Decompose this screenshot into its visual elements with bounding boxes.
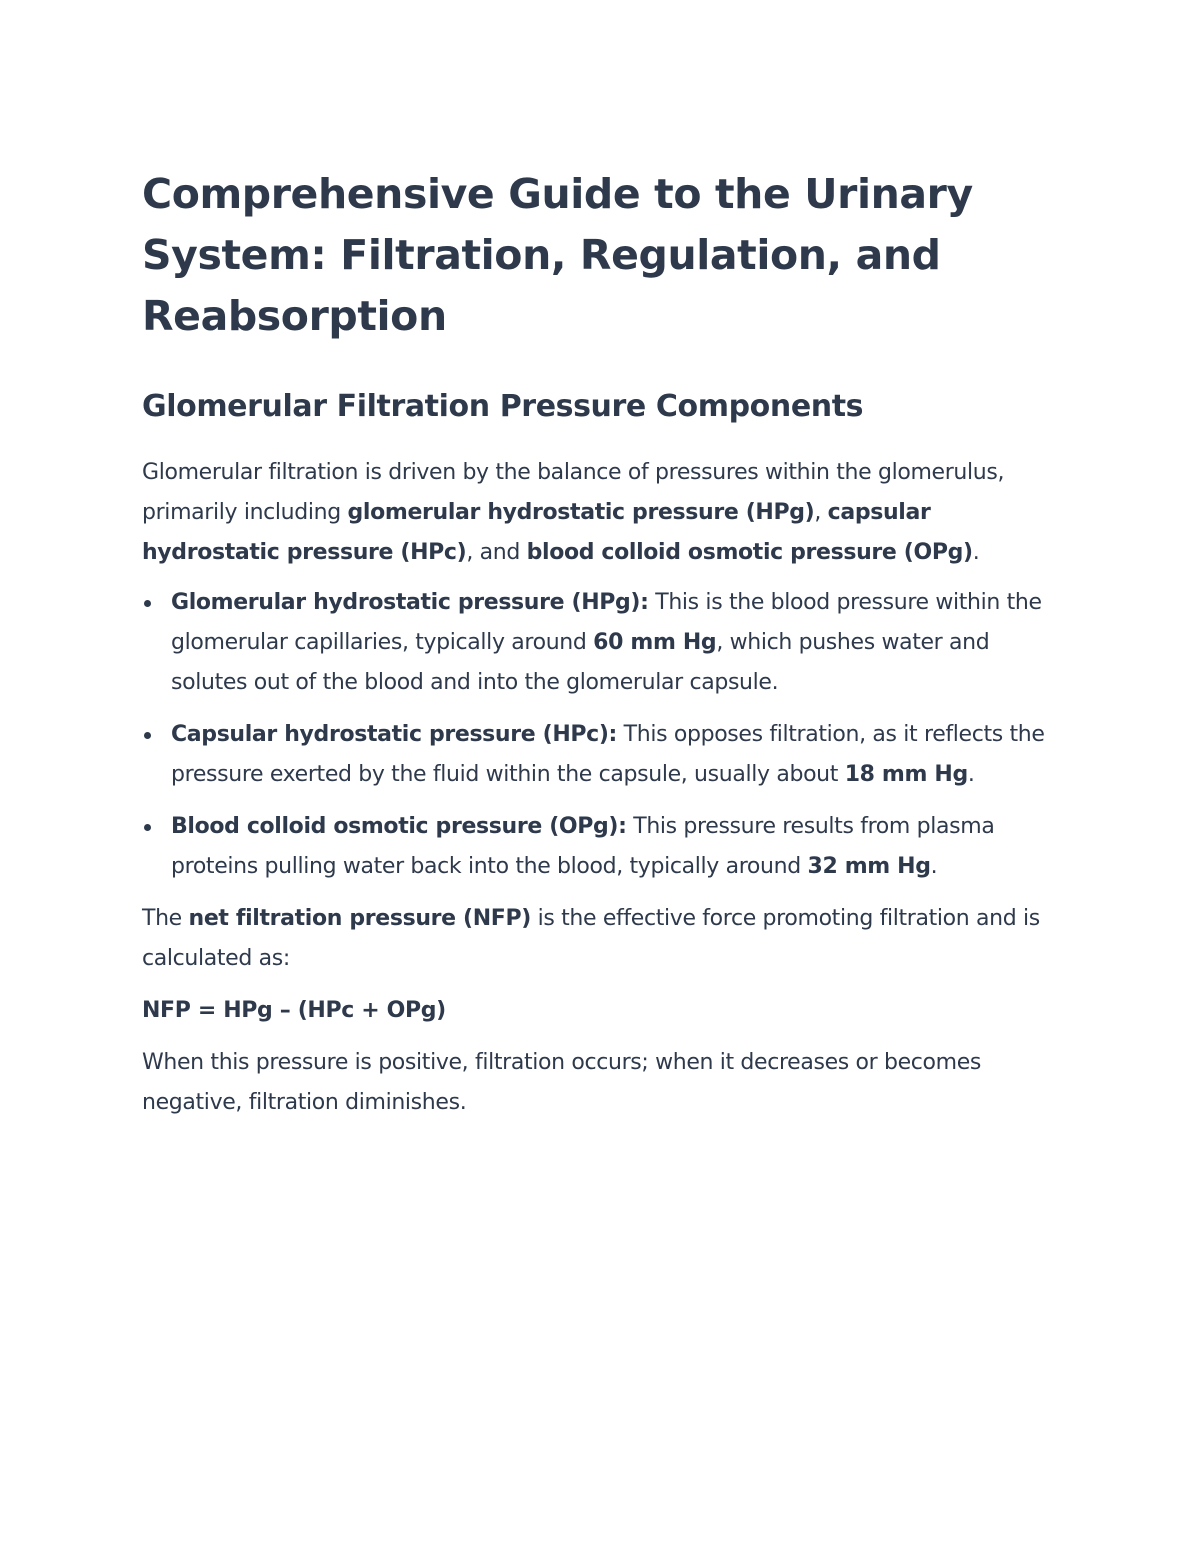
document-title: Comprehensive Guide to the Urinary System: Filtration, Regulation, and Reabsorption — [142, 170, 973, 340]
bullet-icon — [144, 732, 151, 739]
list-item-text: , which pushes water and solutes out of the blood and into the glomerular capsule. — [171, 630, 990, 695]
bullet-icon — [144, 600, 151, 607]
intro-text: . — [972, 540, 980, 565]
list-item — [142, 583, 1072, 703]
nfp-term: net filtration pressure (NFP) — [188, 906, 531, 931]
list-item-text: This opposes filtration, as it reflects the pressure exerted by the fluid within the capsule, usually about — [171, 722, 1045, 787]
nfp-paragraph — [142, 899, 1072, 979]
closing-paragraph: When this pressure is positive, filtration occurs; when it decreases or becomes negative, filtration diminishes. — [142, 1050, 982, 1115]
list-item-text: This pressure results from plasma proteins pulling water back into the blood, typically around — [171, 814, 995, 879]
list-item-text: . — [967, 762, 975, 787]
list-item-term: Glomerular hydrostatic pressure (HPg): — [171, 590, 649, 615]
list-item-text: This is the blood pressure within the glomerular capillaries, typically around — [171, 590, 1042, 655]
list-item-term: Blood colloid osmotic pressure (OPg): — [171, 814, 627, 839]
list-item-text: . — [930, 854, 938, 879]
intro-text: Glomerular filtration is driven by the balance of pressures within the glomerulus, primarily including — [142, 460, 1005, 525]
intro-paragraph — [142, 453, 1072, 573]
nfp-text: The — [142, 906, 189, 931]
nfp-formula: NFP = HPg – (HPc + OPg) — [142, 998, 446, 1023]
intro-text: , — [814, 500, 828, 525]
bullet-icon — [144, 824, 151, 831]
list-item-value: 60 mm Hg — [593, 630, 717, 655]
list-item — [142, 715, 1072, 795]
list-item — [142, 807, 1072, 887]
intro-term-hpc: capsular hydrostatic pressure (HPc) — [142, 500, 931, 565]
nfp-text: is the effective force promoting filtration and is calculated as: — [142, 906, 1040, 971]
list-item-value: 18 mm Hg — [844, 762, 968, 787]
intro-text: , and — [466, 540, 527, 565]
document-page — [142, 164, 1072, 1123]
intro-term-opg: blood colloid osmotic pressure (OPg) — [526, 540, 973, 565]
pressure-list — [142, 583, 1072, 887]
list-item-value: 32 mm Hg — [807, 854, 931, 879]
intro-term-hpg: glomerular hydrostatic pressure (HPg) — [347, 500, 815, 525]
section-heading: Glomerular Filtration Pressure Components — [142, 389, 864, 424]
list-item-term: Capsular hydrostatic pressure (HPc): — [171, 722, 618, 747]
